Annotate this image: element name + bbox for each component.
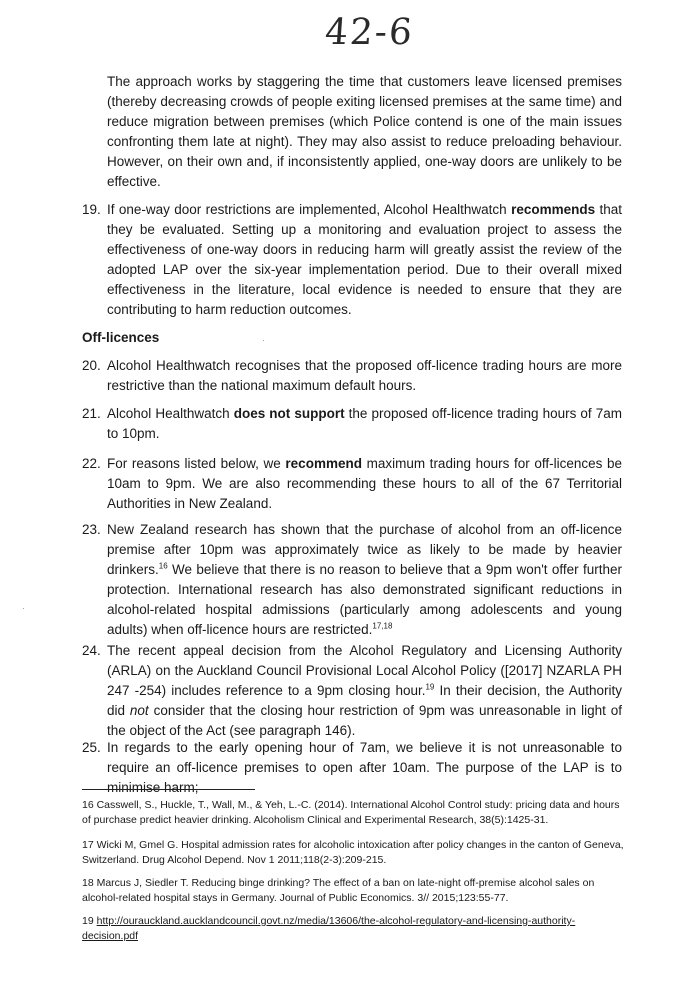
item-text-italic: not [129, 703, 149, 718]
item-text-bold: recommends [511, 202, 596, 217]
item-number: 21. [82, 406, 101, 421]
item-number: 22. [82, 456, 101, 471]
item-text [107, 454, 622, 514]
item-text-bold: does not support [233, 406, 345, 421]
item-text [107, 520, 622, 640]
intro-paragraph: The approach works by staggering the time that customers leave licensed premises (thereby decreasing crowds of people exiting licensed premises at the same time) and reduce migration between premises (which Police contend is one of the main issues confronting them late at night). They may also assist to reduce preloading behaviour. However, on their own and, if inconsistently applied, one-way doors are unlikely to be effective. [107, 74, 622, 189]
item-text-part: The recent appeal decision from the Alcohol Regulatory and Licensing Authority (ARLA) on the Auckland Council Provisional Local Alcohol Policy ([2017] NZARLA PH 247 -254) includes reference to a 9pm closing hour. [107, 643, 622, 698]
item-text-part: maximum trading hours for off-licences be 10am to 9pm. We are also recommending these hours to all of the 67 Territorial Authorities in New Zealand. [107, 456, 623, 511]
item-text-part: consider that the closing hour restriction of 9pm was unreasonable in light of the object of the Act (see paragraph 146). [107, 703, 622, 738]
item-number: 23. [82, 522, 101, 537]
item-20 [82, 356, 622, 396]
item-text [107, 200, 622, 320]
item-text-part: the proposed off-licence trading hours of 7am to 10pm. [107, 406, 623, 441]
item-text-part: If one-way door restrictions are implemented, Alcohol Healthwatch [107, 202, 512, 217]
footnote-link[interactable]: http://ourauckland.aucklandcouncil.govt.nz/media/13606/the-alcohol-regulatory-and-licensing-authority-decision.pdf [82, 915, 576, 942]
item-21 [82, 404, 622, 444]
footnote-ref: 17,18 [372, 621, 393, 631]
item-text-part: New Zealand research has shown that the purchase of alcohol from an off-licence premise after 10pm was approximately twice as likely to be made by heavier drinkers. [107, 522, 622, 577]
item-text-part: We believe that there is no reason to believe that a 9pm won't offer further protection. International research has also demonstrated significant reductions in alcohol-related hospital admissions (particularly among adolescents and young adults) when off-licence hours are restricted. [107, 562, 622, 637]
item-24 [82, 641, 622, 741]
item-text-bold: recommend [285, 456, 362, 471]
item-text-part: In their decision, the Authority did [107, 683, 622, 718]
scan-speck: · [262, 336, 265, 345]
item-number: 24. [82, 643, 101, 658]
footnote-19 [82, 914, 627, 944]
item-text: In regards to the early opening hour of 7am, we believe it is not unreasonable to require an off-licence premises to open after 10am. The purpose of the LAP is to minimise harm; [107, 740, 622, 795]
item-text-part: that they be evaluated. Setting up a monitoring and evaluation project to assess the effectiveness of one-way doors in reducing harm will greatly assist the review of the adopted LAP over the six-year implementation period. Due to their overall mixed effectiveness in the literature, local evidence is needed to ensure that they are contributing to harm reduction outcomes. [107, 202, 622, 317]
footnote-18: 18 Marcus J, Siedler T. Reducing binge drinking? The effect of a ban on late-night off-premise alcohol sales on alcohol-related hospital stays in Germany. Journal of Public Economics. 3// 2015;123:55-77. [82, 877, 595, 904]
item-number: 19. [82, 202, 101, 217]
item-number: 20. [82, 358, 101, 373]
handwritten-page-marker: 42-6 [323, 12, 416, 53]
item-number: 25. [82, 740, 101, 755]
footnote-divider [82, 789, 255, 790]
item-text: Alcohol Healthwatch recognises that the proposed off-licence trading hours are more restrictive than the national maximum default hours. [107, 358, 622, 393]
item-text-part: Alcohol Healthwatch [107, 406, 234, 421]
item-text [107, 641, 622, 741]
item-23 [82, 520, 622, 640]
scan-speck: · [22, 604, 25, 613]
footnote-17: 17 Wicki M, Gmel G. Hospital admission rates for alcoholic intoxication after policy changes in the canton of Geneva, Switzerland. Drug Alcohol Depend. Nov 1 2011;118(2-3):209-215. [82, 839, 624, 866]
footnote-ref: 19 [425, 682, 435, 692]
footnote-16: 16 Casswell, S., Huckle, T., Wall, M., & Yeh, L.-C. (2014). International Alcohol Control study: pricing data and hours of purchase predict heavier drinking. Alcoholism Clinical and Experimental Research, 38(5):1425-31. [82, 799, 620, 826]
footnote-number: 19 [82, 915, 97, 927]
footnote-ref: 16 [158, 561, 168, 571]
item-19 [82, 200, 622, 320]
section-heading-off-licences: Off-licences [82, 330, 160, 345]
item-text [107, 404, 622, 444]
item-text-part: For reasons listed below, we [107, 456, 286, 471]
item-22 [82, 454, 622, 514]
